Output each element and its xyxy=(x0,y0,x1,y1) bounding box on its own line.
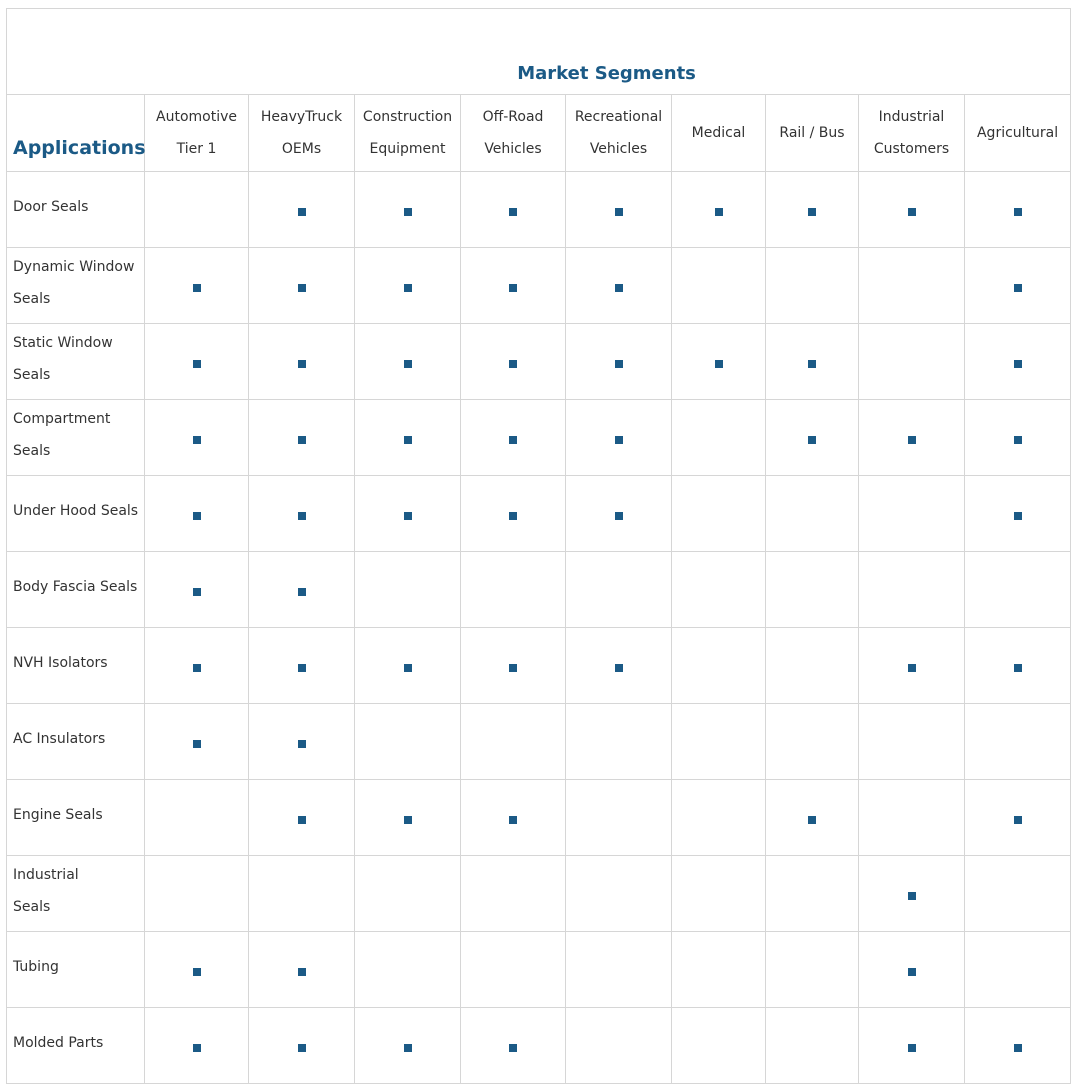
application-ac-insulators xyxy=(7,704,145,780)
matrix-cell xyxy=(145,324,249,400)
application-label-line: Engine Seals xyxy=(13,806,103,823)
matrix-cell xyxy=(766,856,859,932)
filled-square-icon xyxy=(908,436,916,444)
matrix-cell xyxy=(566,1008,672,1084)
matrix-cell xyxy=(859,400,965,476)
matrix-cell xyxy=(672,704,766,780)
matrix-cell xyxy=(965,476,1071,552)
segment-label-line: Vehicles xyxy=(484,141,542,157)
filled-square-icon xyxy=(1014,1044,1022,1052)
table-row xyxy=(7,932,1071,1008)
application-label-line: Seals xyxy=(13,366,51,383)
matrix-cell xyxy=(249,324,355,400)
matrix-cell xyxy=(859,248,965,324)
matrix-cell xyxy=(566,172,672,248)
matrix-cell xyxy=(145,1008,249,1084)
matrix-cell xyxy=(249,932,355,1008)
matrix-cell xyxy=(249,1008,355,1084)
matrix-cell xyxy=(859,552,965,628)
matrix-cell xyxy=(672,476,766,552)
matrix-cell xyxy=(249,476,355,552)
filled-square-icon xyxy=(298,816,306,824)
matrix-cell xyxy=(249,552,355,628)
matrix-cell xyxy=(566,324,672,400)
matrix-cell xyxy=(249,704,355,780)
filled-square-icon xyxy=(404,360,412,368)
segment-label-line: Equipment xyxy=(369,141,446,157)
filled-square-icon xyxy=(509,360,517,368)
filled-square-icon xyxy=(615,664,623,672)
segment-label-line: Agricultural xyxy=(976,125,1059,141)
matrix-cell xyxy=(672,324,766,400)
table-row xyxy=(7,172,1071,248)
application-segment-matrix xyxy=(6,8,1071,1084)
filled-square-icon xyxy=(404,436,412,444)
matrix-cell xyxy=(145,932,249,1008)
filled-square-icon xyxy=(298,436,306,444)
application-label-line: Seals xyxy=(13,290,51,307)
matrix-cell xyxy=(145,400,249,476)
matrix-cell xyxy=(461,248,566,324)
matrix-cell xyxy=(249,628,355,704)
matrix-cell xyxy=(766,400,859,476)
applications-header-cell xyxy=(7,95,145,172)
matrix-cell xyxy=(566,704,672,780)
matrix-cell xyxy=(766,172,859,248)
filled-square-icon xyxy=(808,816,816,824)
filled-square-icon xyxy=(1014,360,1022,368)
filled-square-icon xyxy=(908,208,916,216)
filled-square-icon xyxy=(509,512,517,520)
matrix-cell xyxy=(672,780,766,856)
filled-square-icon xyxy=(404,284,412,292)
matrix-cell xyxy=(355,248,461,324)
matrix-cell xyxy=(672,932,766,1008)
matrix-cell xyxy=(355,1008,461,1084)
application-label-line: Static Window xyxy=(13,334,113,351)
filled-square-icon xyxy=(808,436,816,444)
title-cell xyxy=(7,9,1071,95)
application-label-line: Molded Parts xyxy=(13,1034,104,1051)
matrix-cell xyxy=(672,248,766,324)
filled-square-icon xyxy=(509,664,517,672)
matrix-cell xyxy=(766,932,859,1008)
matrix-cell xyxy=(461,324,566,400)
matrix-cell xyxy=(355,552,461,628)
filled-square-icon xyxy=(404,816,412,824)
matrix-cell xyxy=(461,628,566,704)
filled-square-icon xyxy=(193,968,201,976)
filled-square-icon xyxy=(1014,664,1022,672)
matrix-cell xyxy=(145,248,249,324)
matrix-cell xyxy=(461,932,566,1008)
matrix-cell xyxy=(355,476,461,552)
matrix-cell xyxy=(249,172,355,248)
matrix-cell xyxy=(859,476,965,552)
matrix-cell xyxy=(566,476,672,552)
table-title: Market Segments xyxy=(517,63,696,84)
matrix-cell xyxy=(249,856,355,932)
application-label-line: Door Seals xyxy=(13,198,89,215)
segment-label-line: Tier 1 xyxy=(176,141,217,157)
filled-square-icon xyxy=(298,284,306,292)
filled-square-icon xyxy=(298,968,306,976)
filled-square-icon xyxy=(615,360,623,368)
segment-header-medical xyxy=(672,95,766,172)
matrix-cell xyxy=(355,856,461,932)
matrix-cell xyxy=(672,628,766,704)
matrix-cell xyxy=(566,780,672,856)
application-label-line: Seals xyxy=(13,442,51,459)
segment-label-line: HeavyTruck xyxy=(260,109,343,125)
matrix-cell xyxy=(766,780,859,856)
matrix-cell xyxy=(566,856,672,932)
segment-label-line: Recreational xyxy=(574,109,663,125)
table-row xyxy=(7,780,1071,856)
matrix-cell xyxy=(355,932,461,1008)
matrix-cell xyxy=(461,704,566,780)
matrix-cell xyxy=(566,552,672,628)
matrix-cell xyxy=(766,1008,859,1084)
filled-square-icon xyxy=(193,436,201,444)
application-label-line: NVH Isolators xyxy=(13,654,108,671)
filled-square-icon xyxy=(509,816,517,824)
filled-square-icon xyxy=(193,1044,201,1052)
matrix-cell xyxy=(461,780,566,856)
matrix-cell xyxy=(355,628,461,704)
matrix-cell xyxy=(859,856,965,932)
application-label-line: Under Hood Seals xyxy=(13,502,139,519)
filled-square-icon xyxy=(615,512,623,520)
page xyxy=(6,8,1071,1084)
matrix-cell xyxy=(566,400,672,476)
table-row xyxy=(7,856,1071,932)
applications-header: Applications xyxy=(13,137,146,159)
application-label-line: Body Fascia Seals xyxy=(13,578,138,595)
matrix-cell xyxy=(145,552,249,628)
segment-header-industrial-customers xyxy=(859,95,965,172)
matrix-cell xyxy=(859,628,965,704)
matrix-cell xyxy=(859,1008,965,1084)
application-nvh-isolators xyxy=(7,628,145,704)
application-static-window-seals xyxy=(7,324,145,400)
matrix-cell xyxy=(859,932,965,1008)
matrix-cell xyxy=(766,324,859,400)
filled-square-icon xyxy=(298,664,306,672)
filled-square-icon xyxy=(404,208,412,216)
application-compartment-seals xyxy=(7,400,145,476)
matrix-cell xyxy=(672,1008,766,1084)
matrix-cell xyxy=(859,704,965,780)
matrix-cell xyxy=(965,780,1071,856)
segment-header-heavytruck-oems xyxy=(249,95,355,172)
application-molded-parts xyxy=(7,1008,145,1084)
segment-header-recreational-vehicles xyxy=(566,95,672,172)
matrix-cell xyxy=(766,628,859,704)
matrix-cell xyxy=(672,552,766,628)
matrix-cell xyxy=(672,400,766,476)
matrix-cell xyxy=(461,552,566,628)
matrix-cell xyxy=(965,704,1071,780)
segment-label-line: OEMs xyxy=(281,141,322,157)
matrix-cell xyxy=(145,780,249,856)
filled-square-icon xyxy=(193,588,201,596)
application-body-fascia-seals xyxy=(7,552,145,628)
matrix-cell xyxy=(145,856,249,932)
segment-header-agricultural xyxy=(965,95,1071,172)
filled-square-icon xyxy=(509,284,517,292)
filled-square-icon xyxy=(298,208,306,216)
matrix-cell xyxy=(672,856,766,932)
matrix-cell xyxy=(461,1008,566,1084)
matrix-cell xyxy=(461,400,566,476)
matrix-cell xyxy=(965,324,1071,400)
segment-header-rail-bus xyxy=(766,95,859,172)
filled-square-icon xyxy=(298,360,306,368)
matrix-cell xyxy=(355,704,461,780)
matrix-cell xyxy=(355,780,461,856)
segment-label-line: Medical xyxy=(691,125,746,141)
matrix-cell xyxy=(859,324,965,400)
application-label-line: Industrial xyxy=(13,866,79,883)
matrix-cell xyxy=(766,476,859,552)
application-label-line: Dynamic Window xyxy=(13,258,135,275)
application-under-hood-seals xyxy=(7,476,145,552)
segment-header-row xyxy=(7,95,1071,172)
filled-square-icon xyxy=(615,436,623,444)
table-row xyxy=(7,1008,1071,1084)
filled-square-icon xyxy=(1014,436,1022,444)
matrix-cell xyxy=(355,400,461,476)
filled-square-icon xyxy=(298,740,306,748)
segment-label-line: Vehicles xyxy=(589,141,648,157)
filled-square-icon xyxy=(193,284,201,292)
segment-label-line: Customers xyxy=(873,141,950,157)
filled-square-icon xyxy=(298,588,306,596)
matrix-cell xyxy=(145,704,249,780)
matrix-cell xyxy=(249,780,355,856)
filled-square-icon xyxy=(509,208,517,216)
matrix-cell xyxy=(965,552,1071,628)
matrix-cell xyxy=(766,552,859,628)
matrix-cell xyxy=(965,628,1071,704)
table-row xyxy=(7,400,1071,476)
segment-label-line: Off-Road xyxy=(482,109,544,125)
filled-square-icon xyxy=(1014,512,1022,520)
matrix-cell xyxy=(965,856,1071,932)
table-row xyxy=(7,552,1071,628)
matrix-cell xyxy=(672,172,766,248)
filled-square-icon xyxy=(715,360,723,368)
segment-label-line: Industrial xyxy=(878,109,945,125)
application-label-line: Seals xyxy=(13,898,51,915)
application-dynamic-window-seals xyxy=(7,248,145,324)
matrix-cell xyxy=(766,704,859,780)
title-row xyxy=(7,9,1071,95)
filled-square-icon xyxy=(298,1044,306,1052)
filled-square-icon xyxy=(808,208,816,216)
filled-square-icon xyxy=(715,208,723,216)
matrix-cell xyxy=(249,248,355,324)
filled-square-icon xyxy=(404,1044,412,1052)
matrix-cell xyxy=(965,172,1071,248)
application-tubing xyxy=(7,932,145,1008)
matrix-cell xyxy=(965,248,1071,324)
filled-square-icon xyxy=(1014,284,1022,292)
table-row xyxy=(7,324,1071,400)
matrix-cell xyxy=(566,628,672,704)
application-industrial-seals xyxy=(7,856,145,932)
filled-square-icon xyxy=(404,512,412,520)
matrix-cell xyxy=(566,248,672,324)
filled-square-icon xyxy=(193,740,201,748)
table-row xyxy=(7,248,1071,324)
filled-square-icon xyxy=(615,284,623,292)
filled-square-icon xyxy=(193,512,201,520)
filled-square-icon xyxy=(908,1044,916,1052)
matrix-cell xyxy=(355,172,461,248)
matrix-cell xyxy=(461,172,566,248)
matrix-cell xyxy=(145,172,249,248)
filled-square-icon xyxy=(1014,816,1022,824)
filled-square-icon xyxy=(509,436,517,444)
matrix-cell xyxy=(249,400,355,476)
application-engine-seals xyxy=(7,780,145,856)
matrix-cell xyxy=(766,248,859,324)
matrix-cell xyxy=(859,780,965,856)
matrix-cell xyxy=(566,932,672,1008)
filled-square-icon xyxy=(808,360,816,368)
filled-square-icon xyxy=(1014,208,1022,216)
application-door-seals xyxy=(7,172,145,248)
filled-square-icon xyxy=(908,664,916,672)
matrix-cell xyxy=(461,856,566,932)
segment-header-construction-equipment xyxy=(355,95,461,172)
application-label-line: Tubing xyxy=(13,958,59,975)
matrix-cell xyxy=(965,1008,1071,1084)
segment-label-line: Construction xyxy=(362,109,453,125)
filled-square-icon xyxy=(298,512,306,520)
matrix-cell xyxy=(965,932,1071,1008)
matrix-cell xyxy=(965,400,1071,476)
matrix-cell xyxy=(145,476,249,552)
filled-square-icon xyxy=(908,892,916,900)
matrix-cell xyxy=(145,628,249,704)
matrix-cell xyxy=(355,324,461,400)
filled-square-icon xyxy=(404,664,412,672)
table-row xyxy=(7,476,1071,552)
segment-label-line: Rail / Bus xyxy=(779,125,845,141)
application-label-line: AC Insulators xyxy=(13,730,106,747)
filled-square-icon xyxy=(509,1044,517,1052)
segment-header-off-road-vehicles xyxy=(461,95,566,172)
segment-label-line: Automotive xyxy=(156,109,237,125)
application-label-line: Compartment xyxy=(13,410,111,427)
matrix-cell xyxy=(859,172,965,248)
filled-square-icon xyxy=(615,208,623,216)
filled-square-icon xyxy=(193,360,201,368)
segment-header-automotive-tier-1 xyxy=(145,95,249,172)
table-row xyxy=(7,704,1071,780)
filled-square-icon xyxy=(908,968,916,976)
filled-square-icon xyxy=(193,664,201,672)
matrix-cell xyxy=(461,476,566,552)
table-row xyxy=(7,628,1071,704)
